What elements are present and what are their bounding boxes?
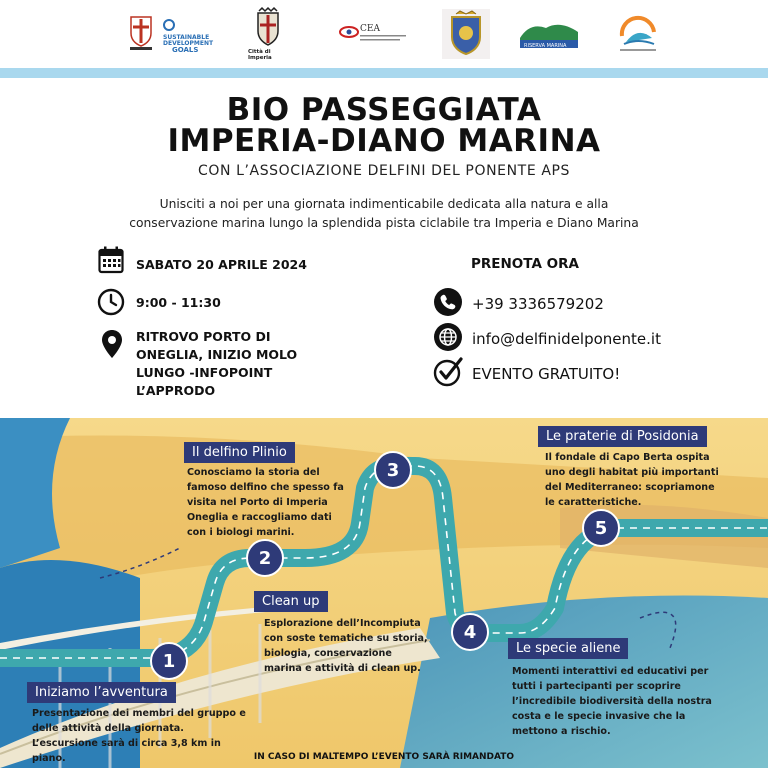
booking-heading: PRENOTA ORA (471, 256, 579, 272)
intro-text (110, 195, 658, 233)
step-3-text-line: Esplorazione dell’Incompiuta (264, 618, 421, 629)
step-2-text-line: Conosciamo la storia del (187, 467, 320, 478)
location-line-4: L’APPRODO (136, 383, 216, 398)
booking-free-label: EVENTO GRATUITO! (472, 365, 621, 383)
step-2-text-line: visita nel Porto di Imperia (187, 497, 328, 508)
step-1-text-line: L’escursione sarà di circa 3,8 km in (32, 738, 221, 749)
event-time: 9:00 - 11:30 (136, 295, 221, 310)
subtitle: CON L’ASSOCIAZIONE DELFINI DEL PONENTE APS (197, 163, 571, 179)
title-line-2: IMPERIA-DIANO MARINA (167, 123, 601, 159)
step-2-text-line: Oneglia e raccogliamo dati (187, 512, 332, 523)
step-5-text-line: le caratteristiche. (545, 497, 642, 508)
location-line-2: ONEGLIA, INIZIO MOLO (136, 347, 298, 362)
step-1-text-line: delle attività della giornata. (32, 723, 184, 734)
svg-text:CEA: CEA (360, 24, 380, 34)
step-3-text-line: con soste tematiche su storia, (264, 633, 428, 644)
sdg-logo (162, 8, 214, 60)
step-3-title: Clean up (254, 591, 328, 612)
checkmark-icon (433, 357, 465, 392)
svg-text:GOALS: GOALS (172, 46, 199, 54)
delfini-del-ponente-logo (616, 8, 660, 60)
step-1-number: 1 (150, 642, 188, 680)
regione-liguria-logo (128, 8, 154, 60)
location-line-3: LUNGO -INFOPOINT (136, 365, 273, 380)
step-2-title: Il delfino Plinio (184, 442, 295, 463)
step-5-number: 5 (582, 509, 620, 547)
step-3-text-line: marina e attività di clean up. (264, 663, 421, 674)
step-4-text-line: mettono a rischio. (512, 726, 611, 737)
step-4-text (512, 664, 712, 739)
globe-icon (434, 323, 462, 356)
phone-icon (434, 288, 462, 321)
step-1-text-line: Presentazione dei membri del gruppo e (32, 708, 246, 719)
svg-text:DEVELOPMENT: DEVELOPMENT (163, 40, 214, 47)
step-5-text-line: uno degli habitat più importanti (545, 467, 719, 478)
step-5-text (545, 450, 719, 510)
location-pin-icon (100, 329, 124, 364)
clock-icon (97, 288, 125, 321)
intro-line-1: Unisciti a noi per una giornata indimenticabile dedicata alla natura e alla (159, 197, 609, 211)
svg-text:RISERVA MARINA: RISERVA MARINA (524, 43, 567, 49)
step-3-text-line: biologia, conservazione (264, 648, 392, 659)
event-date: SABATO 20 APRILE 2024 (136, 257, 307, 272)
step-4-text-line: l’incredibile biodiversità della nostra (512, 696, 712, 707)
step-2-text-line: famoso delfino che spesso fa (187, 482, 344, 493)
step-5-title: Le praterie di Posidonia (538, 426, 707, 447)
title-line-1: BIO PASSEGGIATA (226, 92, 542, 128)
step-3-number: 3 (374, 451, 412, 489)
riviera-logo (518, 8, 580, 60)
booking-email[interactable]: info@delfinidelponente.it (472, 330, 661, 348)
step-4-text-line: tutti i partecipanti per scoprire (512, 681, 681, 692)
calendar-icon (98, 246, 124, 279)
step-4-text-line: costa e le specie invasive che la (512, 711, 686, 722)
cea-logo (338, 8, 410, 60)
citta-label: Città di Imperia (248, 49, 272, 61)
booking-phone[interactable]: +39 3336579202 (472, 295, 604, 313)
location-line-1: RITROVO PORTO DI (136, 329, 271, 344)
step-2-text (187, 465, 344, 540)
step-5-text-line: del Mediterraneo: scopriamone (545, 482, 715, 493)
step-1-title: Iniziamo l’avventura (27, 682, 176, 703)
step-5-text-line: Il fondale di Capo Berta ospita (545, 452, 710, 463)
route-map (0, 418, 768, 768)
citta-di-imperia-logo (248, 8, 288, 60)
intro-line-2: conservazione marina lungo la splendida pista ciclabile tra Imperia e Diano Marina (129, 216, 639, 230)
header-stripe (0, 68, 768, 78)
step-2-text-line: con i biologi marini. (187, 527, 295, 538)
step-2-number: 2 (246, 539, 284, 577)
step-4-text-line: Momenti interattivi ed educativi per (512, 666, 709, 677)
step-1-text-line: piano. (32, 753, 66, 764)
step-4-title: Le specie aliene (508, 638, 628, 659)
step-3-text (264, 616, 428, 676)
svg-text:SUSTAINABLE: SUSTAINABLE (163, 34, 210, 41)
coat-of-arms-logo (442, 8, 490, 60)
event-location (136, 328, 297, 400)
step-4-number: 4 (451, 613, 489, 651)
weather-notice: IN CASO DI MALTEMPO L’EVENTO SARÀ RIMANDATO (253, 752, 515, 762)
